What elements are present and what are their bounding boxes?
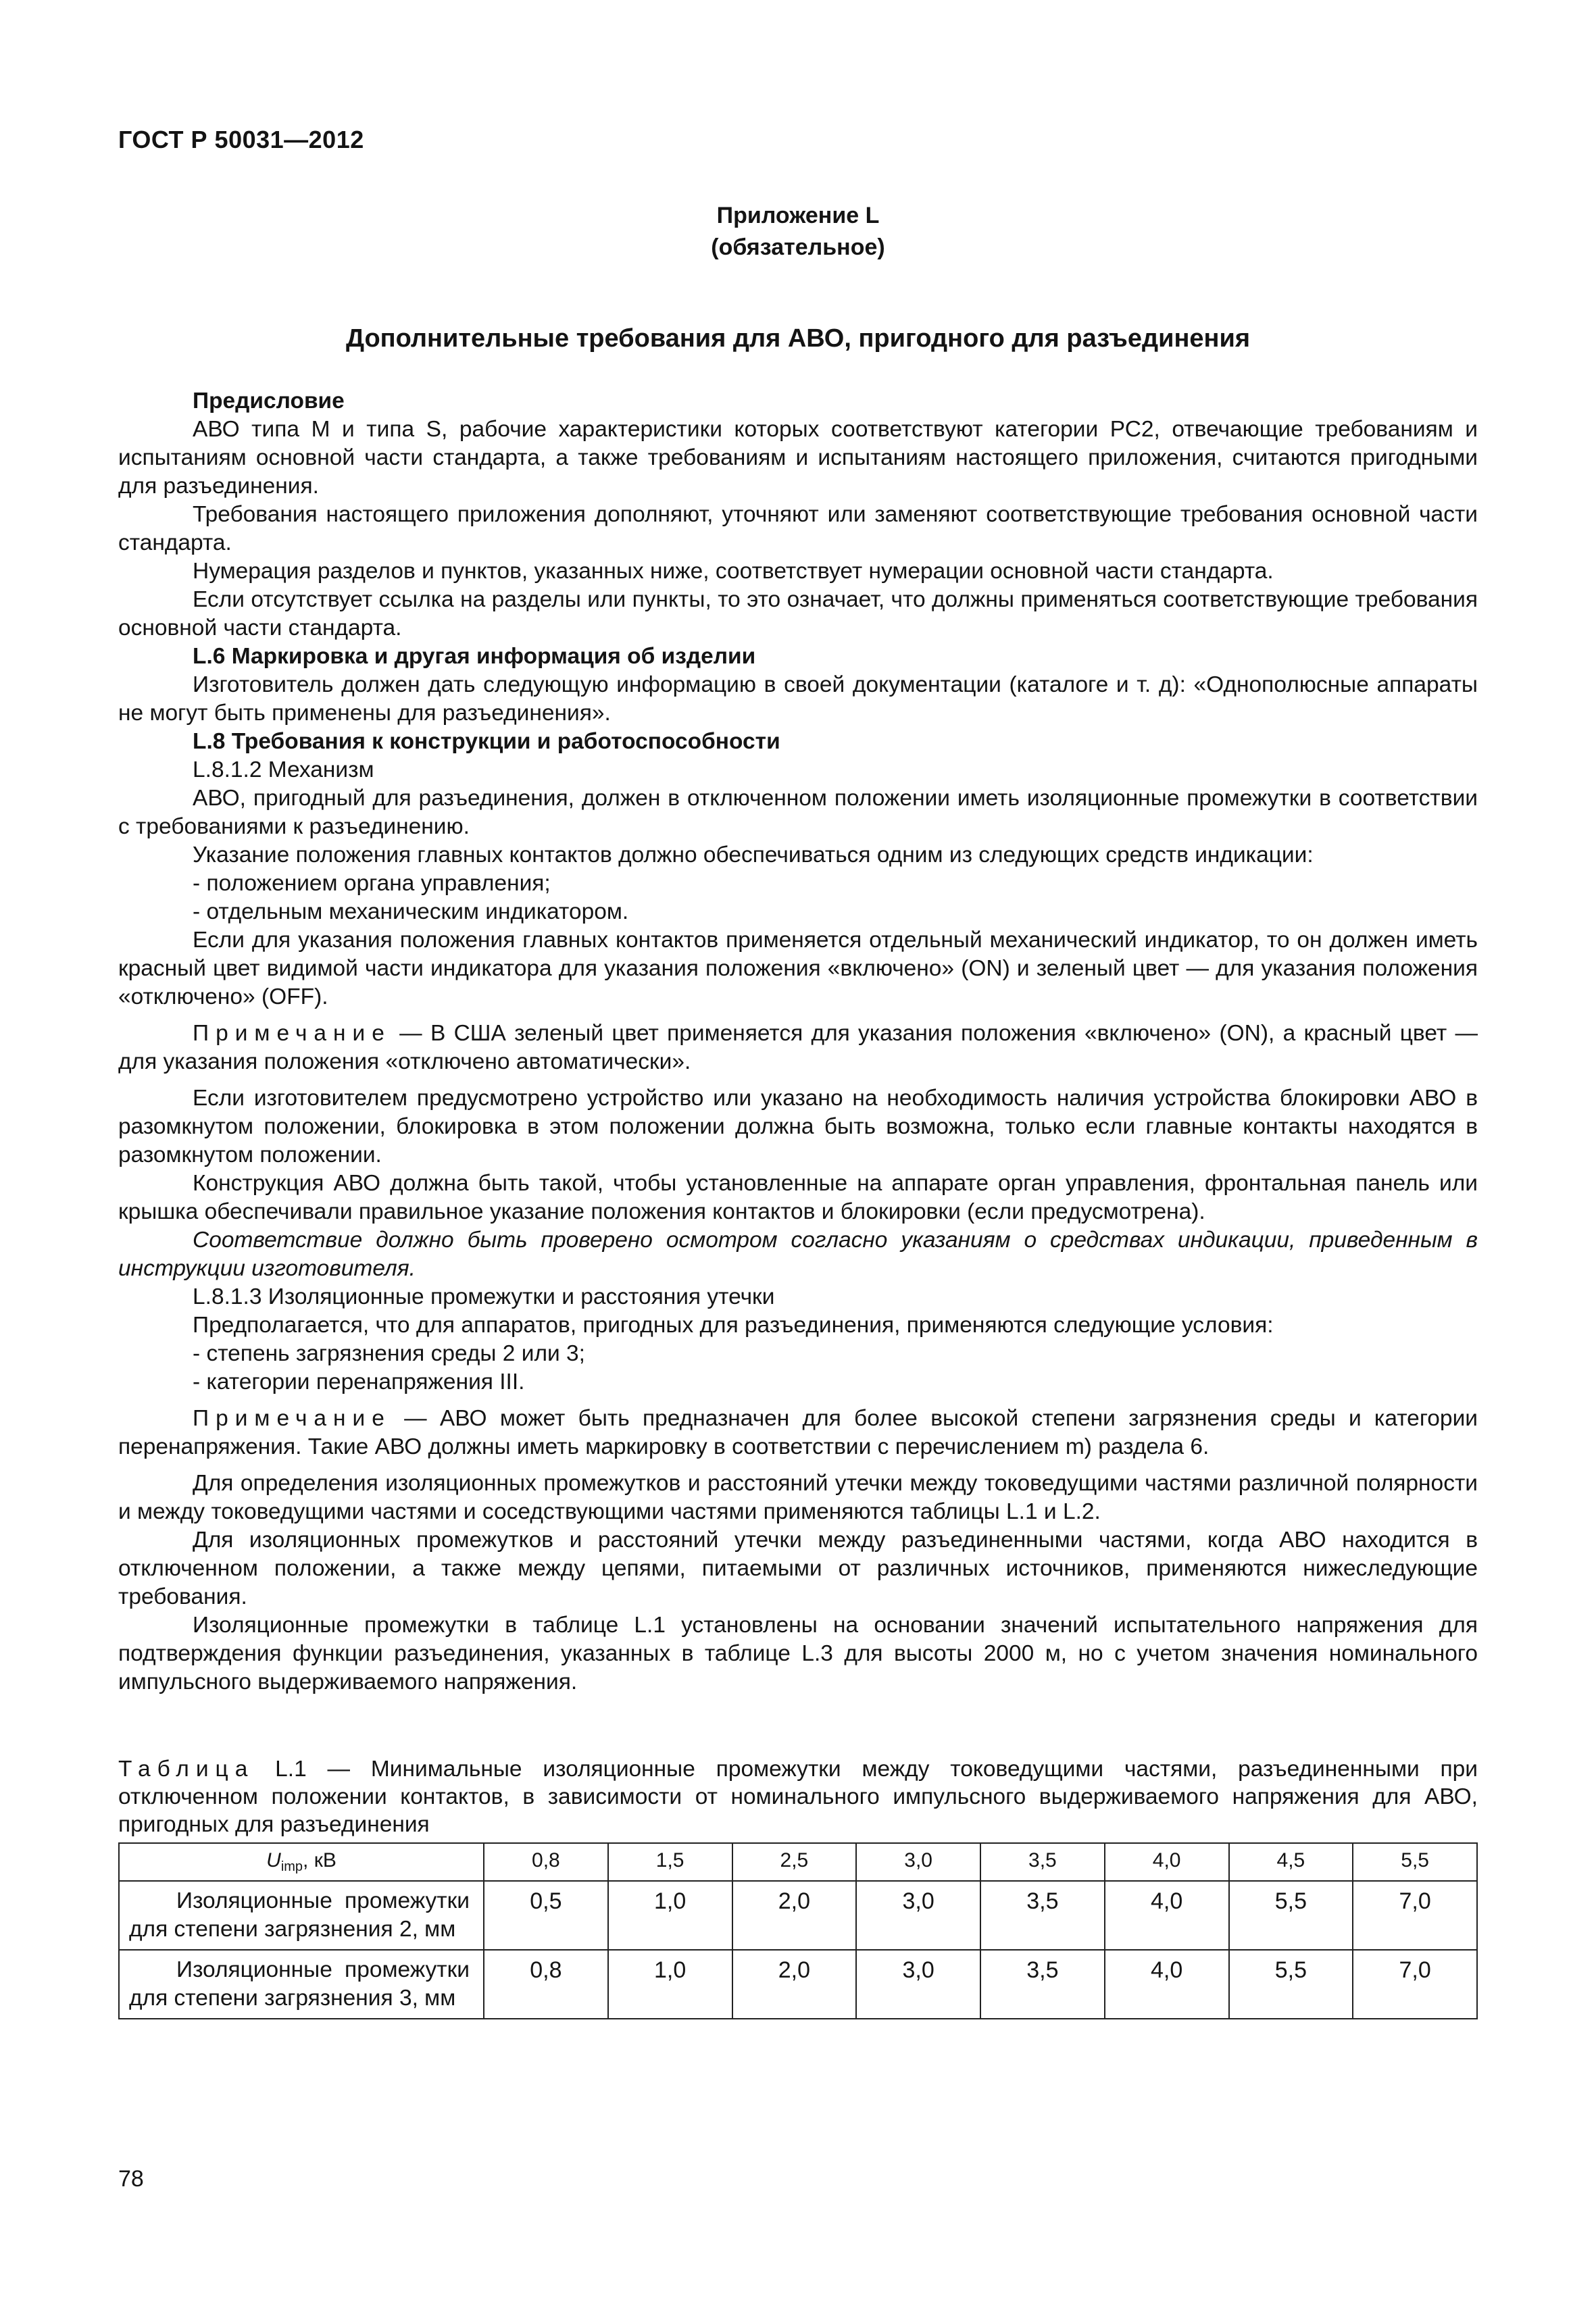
- table-header-cell: 3,5: [980, 1843, 1105, 1881]
- appendix-subtitle: (обязательное): [711, 234, 885, 260]
- appendix-title: Приложение L: [716, 203, 880, 228]
- list-item: - положением органа управления;: [193, 871, 551, 896]
- table-header-cell: 3,0: [856, 1843, 980, 1881]
- paragraph: Нумерация разделов и пунктов, указанных ниже, соответствует нумерации основной части стандарта.: [193, 559, 1274, 584]
- page-number: 78: [118, 2166, 144, 2192]
- subsection-heading-l813: L.8.1.3 Изоляционные промежутки и расстояния утечки: [193, 1284, 775, 1309]
- paragraph: Требования настоящего приложения дополняют, уточняют или заменяют соответствующие требования основной части стандарта.: [118, 502, 1478, 555]
- table-caption-label: Таблица: [118, 1757, 255, 1782]
- table-cell: 5,5: [1229, 1881, 1353, 1950]
- paragraph: АВО, пригодный для разъединения, должен в отключенном положении иметь изоляционные промежутки в соответствии с требованиями к разъединению.: [118, 786, 1478, 839]
- paragraph: Изготовитель должен дать следующую информацию в своей документации (каталоге и т. д): «Однополюсные аппараты не могут быть применены для разъединения».: [118, 672, 1478, 726]
- table-cell: 7,0: [1353, 1881, 1477, 1950]
- list-item: - степень загрязнения среды 2 или 3;: [193, 1341, 585, 1366]
- paragraph: Предполагается, что для аппаратов, пригодных для разъединения, применяются следующие условия:: [193, 1313, 1274, 1338]
- table-header-cell: 5,5: [1353, 1843, 1477, 1881]
- table-cell: 5,5: [1229, 1950, 1353, 2019]
- table-cell: 7,0: [1353, 1950, 1477, 2019]
- table-header-cell: 2,5: [732, 1843, 857, 1881]
- section-heading-l8: L.8 Требования к конструкции и работоспособности: [193, 729, 780, 754]
- standard-code: ГОСТ Р 50031—2012: [118, 126, 364, 153]
- note-text: — В США зеленый цвет применяется для указания положения «включено» (ON), а красный цвет — для указания положения «отключено автоматически».: [118, 1021, 1478, 1074]
- table-header-cell: 4,5: [1229, 1843, 1353, 1881]
- table-cell: 0,8: [484, 1950, 608, 2019]
- paragraph-italic: Соответствие должно быть проверено осмотром согласно указаниям о средствах индикации, приведенным в инструкции изготовителя.: [118, 1228, 1478, 1281]
- table-cell: 4,0: [1105, 1950, 1229, 2019]
- table-cell: 3,5: [980, 1881, 1105, 1950]
- paragraph: Изоляционные промежутки в таблице L.1 установлены на основании значений испытательного напряжения для подтверждения функции разъединения, указанных в таблице L.3 для высоты 2000 м, но с учетом значения номинального импульсного выдерживаемого напряжения.: [118, 1613, 1478, 1694]
- table-cell: 0,5: [484, 1881, 608, 1950]
- table-row: [119, 1881, 1477, 1950]
- table-row-label: Изоляционные промежутки для степени загрязнения 2, мм: [119, 1881, 484, 1950]
- paragraph: Если отсутствует ссылка на разделы или пункты, то это означает, что должны применяться соответствующие требования основной части стандарта.: [118, 587, 1478, 640]
- note-label: Примечание: [193, 1406, 391, 1431]
- section-heading-preface: Предисловие: [193, 388, 345, 413]
- note: [118, 1020, 1478, 1076]
- table-cell: 1,0: [608, 1950, 732, 2019]
- paragraph: Конструкция АВО должна быть такой, чтобы установленные на аппарате орган управления, фронтальная панель или крышка обеспечивали правильное указание положения контактов и блокировки (если предусмотрена).: [118, 1171, 1478, 1224]
- table-header-voltage: $U_{imp}$, кВ: [119, 1843, 484, 1881]
- paragraph: Указание положения главных контактов должно обеспечиваться одним из следующих средств индикации:: [193, 842, 1314, 867]
- subsection-heading-l812: L.8.1.2 Механизм: [193, 757, 374, 782]
- table-cell: 2,0: [732, 1950, 857, 2019]
- table-header-row: [119, 1843, 1477, 1881]
- table-row: [119, 1950, 1477, 2019]
- paragraph: Если для указания положения главных контактов применяется отдельный механический индикатор, то он должен иметь красный цвет видимой части индикатора для указания положения «включено» (ON) и зеленый цвет — для указания положения «отключено» (OFF).: [118, 928, 1478, 1009]
- clearance-table: [118, 1842, 1478, 2019]
- table-cell: 3,0: [856, 1881, 980, 1950]
- table-header-cell: 4,0: [1105, 1843, 1229, 1881]
- paragraph: АВО типа М и типа S, рабочие характеристики которых соответствуют категории РС2, отвечающие требованиям и испытаниям основной части стандарта, а также требованиям и испытаниям настоящего приложения, считаются пригодными для разъединения.: [118, 417, 1478, 499]
- body-text: [118, 387, 1478, 1696]
- table-header-cell: 1,5: [608, 1843, 732, 1881]
- table-caption: [118, 1755, 1478, 1838]
- table-cell: 2,0: [732, 1881, 857, 1950]
- document-title: Дополнительные требования для АВО, пригодного для разъединения: [345, 324, 1251, 353]
- section-heading-l6: L.6 Маркировка и другая информация об изделии: [193, 644, 756, 669]
- note-text: — АВО может быть предназначен для более высокой степени загрязнения среды и категории перенапряжения. Такие АВО должны иметь маркировку в соответствии с перечислением m) раздела 6.: [118, 1406, 1478, 1459]
- paragraph: Для определения изоляционных промежутков и расстояний утечки между токоведущими частями различной полярности и между токоведущими частями и соседствующими частями применяются таблицы L.1 и L.2.: [118, 1471, 1478, 1524]
- paragraph: Для изоляционных промежутков и расстояний утечки между разъединенными частями, когда АВО находится в отключенном положении, а также между цепями, питаемыми от различных источников, применяются нижеследующие требования.: [118, 1528, 1478, 1609]
- table-cell: 1,0: [608, 1881, 732, 1950]
- table-cell: 4,0: [1105, 1881, 1229, 1950]
- table-header-cell: 0,8: [484, 1843, 608, 1881]
- table-cell: 3,0: [856, 1950, 980, 2019]
- table-cell: 3,5: [980, 1950, 1105, 2019]
- table-row-label: Изоляционные промежутки для степени загрязнения 3, мм: [119, 1950, 484, 2019]
- paragraph: Если изготовителем предусмотрено устройство или указано на необходимость наличия устройства блокировки АВО в разомкнутом положении, блокировка в этом положении должна быть возможна, только если главные контакты находятся в разомкнутом положении.: [118, 1086, 1478, 1167]
- note-label: Примечание: [193, 1021, 391, 1046]
- table-caption-text: L.1 — Минимальные изоляционные промежутки между токоведущими частями, разъединенными при отключенном положении контактов, в зависимости от номинального импульсного выдерживаемого напряжения для АВО, пригодных для разъединения: [118, 1757, 1478, 1837]
- list-item: - отдельным механическим индикатором.: [193, 899, 629, 924]
- note: [118, 1405, 1478, 1461]
- list-item: - категории перенапряжения III.: [193, 1369, 525, 1394]
